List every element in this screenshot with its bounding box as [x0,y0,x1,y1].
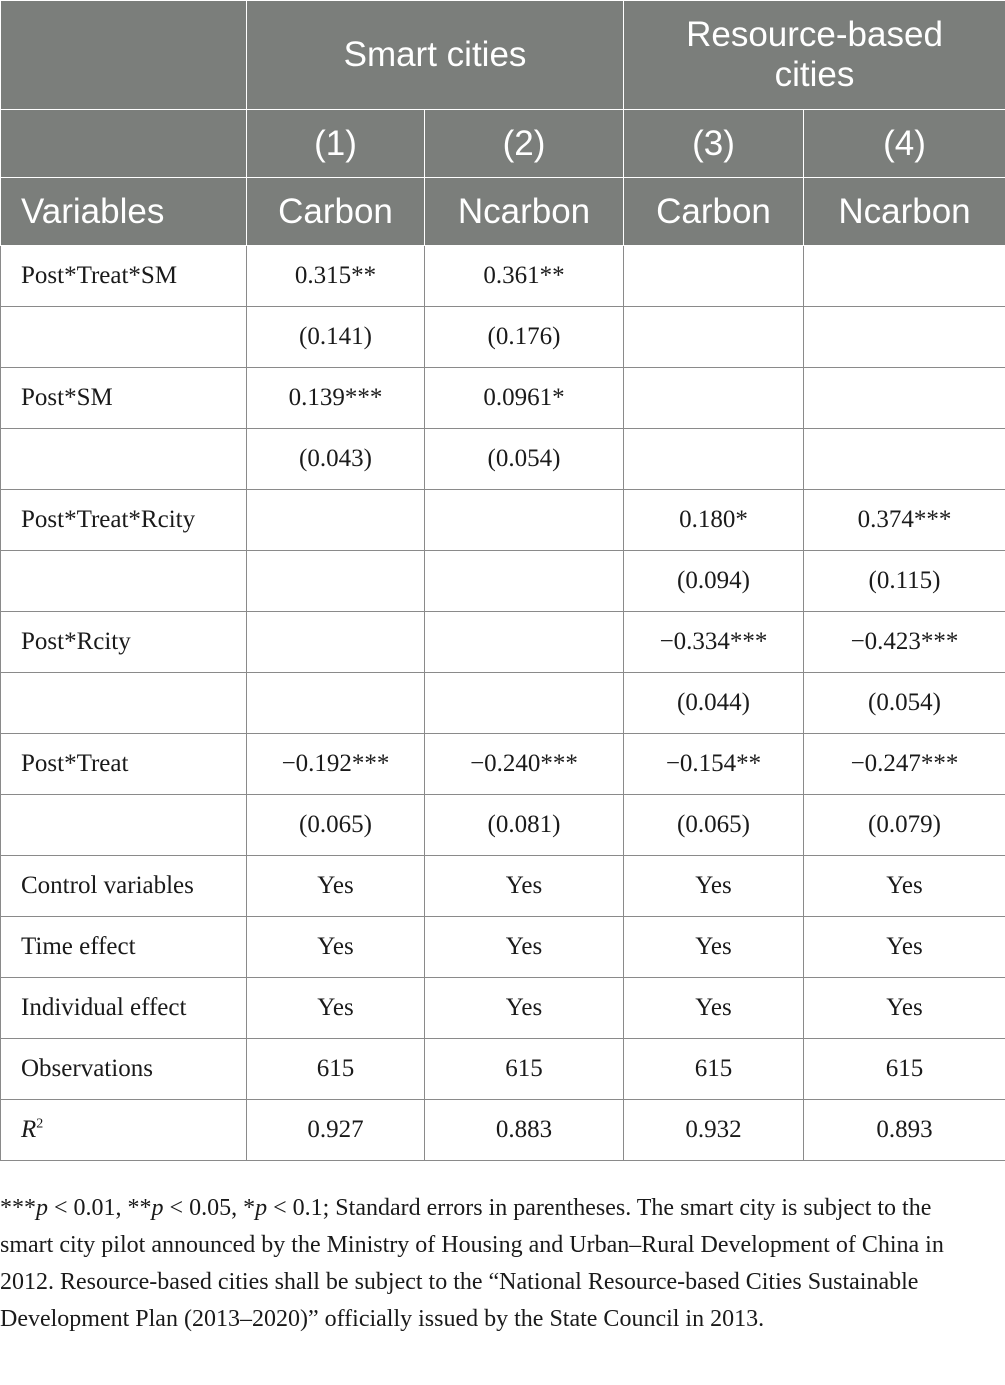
table-cell [624,368,804,429]
table-cell: (0.141) [247,307,425,368]
col-number-3: (3) [624,110,804,178]
table-cell [247,673,425,734]
col-dv-3: Carbon [624,178,804,246]
table-cell: 0.374*** [804,490,1005,551]
table-footnote [0,1190,990,1338]
footnote-p-symbol: p [151,1195,164,1221]
table-row [1,490,1005,551]
table-row [1,307,1005,368]
table-cell: Yes [624,917,804,978]
table-cell: Yes [804,978,1005,1039]
table-cell: Yes [624,856,804,917]
row-label: Control variables [1,856,247,917]
table-cell: (0.094) [624,551,804,612]
table-row [1,551,1005,612]
row-label [1,429,247,490]
table-cell: 0.883 [425,1100,624,1161]
table-cell [425,490,624,551]
footnote-text: < 0.05, * [163,1195,256,1221]
table-row [1,795,1005,856]
variables-header: Variables [1,178,247,246]
group-header-resource-cities: Resource-based cities [624,1,1005,110]
table-row-r-squared [1,1100,1005,1161]
table-cell [247,551,425,612]
header-blank-cell [1,1,247,110]
col-dv-1: Carbon [247,178,425,246]
table-cell: Yes [425,917,624,978]
footnote-text: < 0.1; Standard errors in parentheses. The smart city is subject to the smart city pilot announced by the Ministry of Housing and Urban–Rural Development of China in 2012. Resource-based cities shall be subject to the “National Resource-based Cities Sustainable Development Plan (2013–2020)” officially issued by the State Council in 2013. [0,1195,944,1332]
row-label [1,673,247,734]
table-cell: (0.176) [425,307,624,368]
table-cell [804,246,1005,307]
col-number-2: (2) [425,110,624,178]
table-cell: Yes [425,978,624,1039]
table-cell: 615 [425,1039,624,1100]
row-label: Post*Rcity [1,612,247,673]
row-label: Observations [1,1039,247,1100]
row-label: Time effect [1,917,247,978]
table-row [1,1039,1005,1100]
r-squared-label [1,1100,247,1161]
footnote-sig-stars: *** [0,1195,36,1221]
table-cell [425,612,624,673]
table-cell: Yes [247,856,425,917]
table-row [1,673,1005,734]
table-cell: (0.054) [425,429,624,490]
row-label: Post*SM [1,368,247,429]
header-row-variables [1,178,1005,246]
table-cell [425,673,624,734]
table-cell: (0.081) [425,795,624,856]
table-cell [804,307,1005,368]
table-row [1,429,1005,490]
table-cell: (0.043) [247,429,425,490]
table-cell [804,368,1005,429]
table-cell: (0.079) [804,795,1005,856]
table-cell: −0.334*** [624,612,804,673]
table-row [1,368,1005,429]
col-number-1: (1) [247,110,425,178]
table-row [1,856,1005,917]
footnote-p-symbol: p [255,1195,268,1221]
table-cell: 0.139*** [247,368,425,429]
table-cell: Yes [804,856,1005,917]
col-dv-2: Ncarbon [425,178,624,246]
table-cell: −0.154** [624,734,804,795]
row-label: Post*Treat*Rcity [1,490,247,551]
row-label: Individual effect [1,978,247,1039]
header-blank-cell [1,110,247,178]
table-cell [624,429,804,490]
row-label [1,307,247,368]
r-squared-base: R [21,1116,37,1143]
row-label [1,551,247,612]
table-cell: (0.044) [624,673,804,734]
table-cell: 615 [624,1039,804,1100]
r-squared-superscript: 2 [36,1116,44,1132]
table-cell: (0.065) [624,795,804,856]
table-row [1,917,1005,978]
table-cell [247,612,425,673]
table-cell: 0.315** [247,246,425,307]
table-row [1,246,1005,307]
table-cell: Yes [247,917,425,978]
table-cell: Yes [624,978,804,1039]
col-number-4: (4) [804,110,1005,178]
table-cell [804,429,1005,490]
table-cell: (0.065) [247,795,425,856]
table-cell: 0.932 [624,1100,804,1161]
table-cell [624,307,804,368]
table-cell: 0.927 [247,1100,425,1161]
table-cell: Yes [425,856,624,917]
footnote-text: < 0.01, ** [48,1195,152,1221]
table-cell: 0.361** [425,246,624,307]
table-cell: 615 [804,1039,1005,1100]
row-label: Post*Treat [1,734,247,795]
table-cell: 0.0961* [425,368,624,429]
table-cell [247,490,425,551]
group-header-smart-cities: Smart cities [247,1,624,110]
table-cell: −0.423*** [804,612,1005,673]
table-cell: (0.115) [804,551,1005,612]
table-cell: −0.247*** [804,734,1005,795]
row-label: Post*Treat*SM [1,246,247,307]
col-dv-4: Ncarbon [804,178,1005,246]
table-cell [425,551,624,612]
table-cell: Yes [804,917,1005,978]
table-cell: −0.192*** [247,734,425,795]
table-row [1,734,1005,795]
table-cell: (0.054) [804,673,1005,734]
header-row-groups [1,1,1005,110]
table-row [1,612,1005,673]
footnote-p-symbol: p [36,1195,48,1221]
table-cell: 0.180* [624,490,804,551]
table-cell: 615 [247,1039,425,1100]
table-row [1,978,1005,1039]
table-cell: −0.240*** [425,734,624,795]
row-label [1,795,247,856]
header-row-numbers [1,110,1005,178]
table-cell [624,246,804,307]
table-cell: 0.893 [804,1100,1005,1161]
table-cell: Yes [247,978,425,1039]
